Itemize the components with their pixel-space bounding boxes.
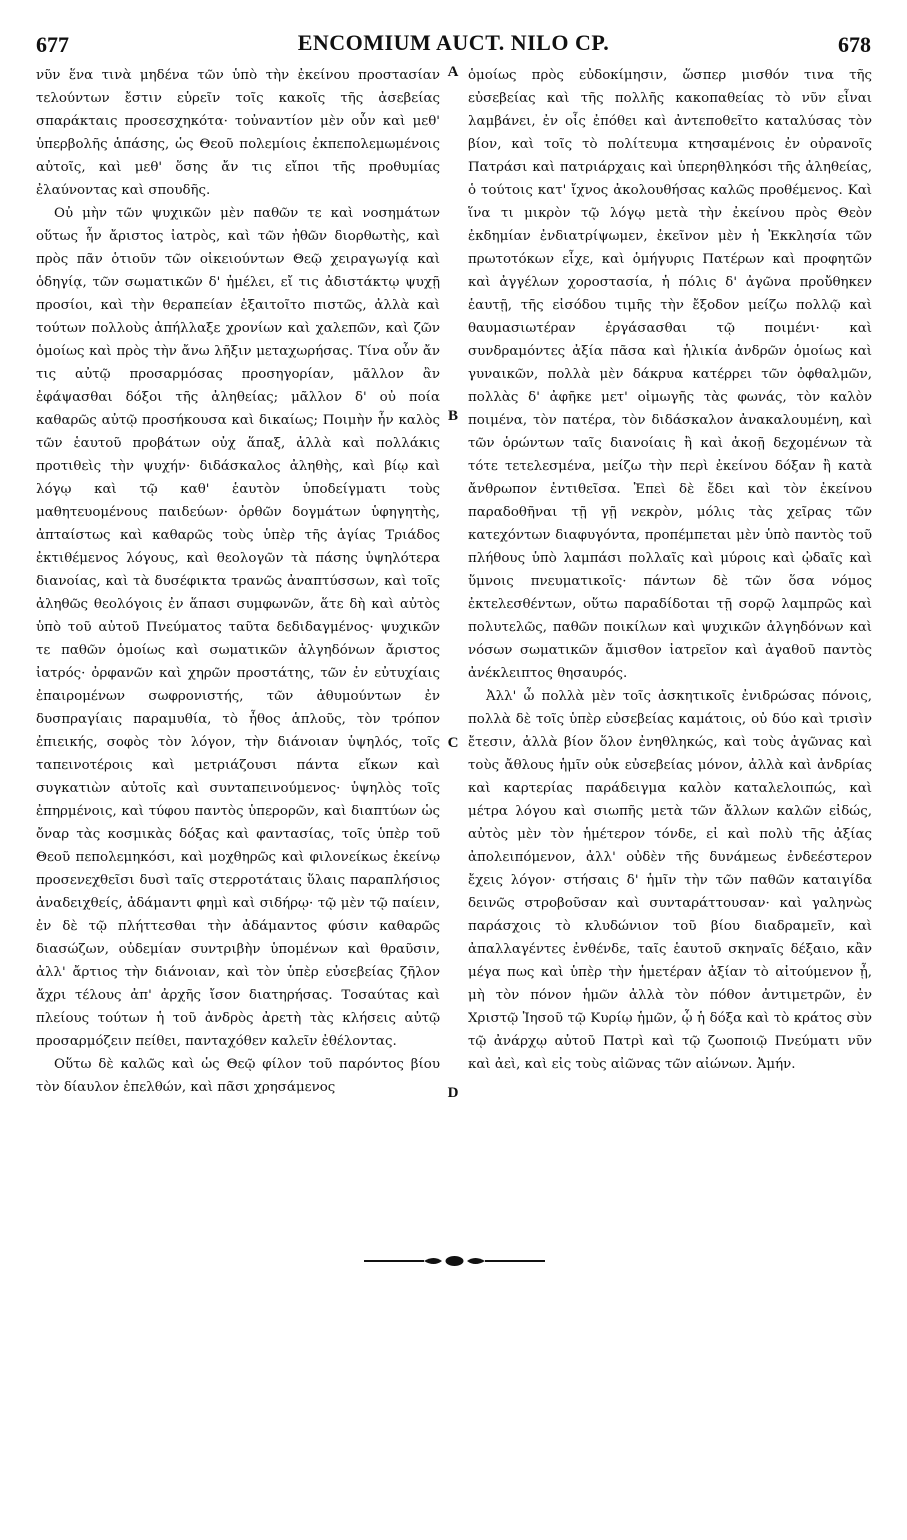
- right-column: [468, 64, 872, 1076]
- right-paragraph-1: ὁμοίως πρὸς εὐδοκίμησιν, ὥσπερ μισθόν τινα τῆς εὐσεβείας καὶ τῆς πολλῆς κακοπαθείας τὸ νῦν εἶναι λαμβάνει, ἐν οἷς ἐπόθει καὶ ἀντεποθεῖτο καταλύσας τὸν βίον, καὶ τοῖς τὸ πολίτευμα κτησαμένοις ἐν οὐρανοῖς Πατράσι καὶ πατριάρχαις καὶ ὑπερηθληκόσι τῆς ἀληθείας, ὁ τούτοις κατ' ἴχνος ἀκολουθήσας καλῶς προθέμενος. Καὶ ἵνα τι μικρὸν τῷ λόγῳ μετὰ τὴν ἐκείνου πρὸς Θεὸν ἐκδημίαν ἐνδιατρίψωμεν, ἐκεῖνον μὲν ἡ Ἐκκλησία τῶν πρωτοτόκων εἶχε, καὶ ὁμήγυρις Πατέρων καὶ προφητῶν καὶ ἀγγέλων χοροστασία, ἡ πόλις δ' ἀγῶνα προὔθηκεν ἑαυτῇ, τῆς εἰσόδου τιμῆς τὴν ἔξοδον μείζω πολλῷ καὶ θαυμασιωτέραν ἐργάσασθαι τῷ ποιμένι· καὶ συνδραμόντες ἀξία πᾶσα καὶ ἡλικία ἀνδρῶν ὁμοίως καὶ γυναικῶν, πολλὰ μὲν δάκρυα κατέρρει τῶν ὀφθαλμῶν, πολλὰς δ' ἀφῆκε μετ' οἰμωγῆς τὰς φωνάς, τὸν καλὸν ποιμένα, τὸν πατέρα, τὸν διδάσκαλον ἀνακαλουμένη, καὶ τῶν ὁρώντων ταῖς διανοίαις ἢ καὶ ἀκοῇ δεχομένων τὰ τότε τετελεσμένα, μείζω τὴν περὶ ἐκείνου δόξαν ἢ κατὰ ἄνθρωπον ἐντιθεῖσα. Ἐπεὶ δὲ ἔδει καὶ τὸν ἐκείνου παραδοθῆναι τῇ γῇ νεκρὸν, μόλις τὰς χεῖρας τῶν κατεχόντων διαφυγόντα, προπέμπεται μὲν ὑπὸ παντὸς τοῦ πλήθους ὑπὸ λαμπάσι πολλαῖς καὶ μύροις καὶ ᾠδαῖς καὶ ὕμνοις πνευματικοῖς· πάντων δὲ τῶν ὅσα νόμος ἐκτελεσθέντων, οὕτω παραδίδοται τῇ σορῷ λαμπρῶς καὶ πολυτελῶς, παθῶν ποικίλων καὶ ψυχικῶν ἀλγηδόνων καὶ νόσων σωματικῶν ἄμισθον ἰατρεῖον καὶ ἀγαθοῦ παντὸς ἀνέκλειπτος θησαυρός.: [468, 68, 872, 681]
- running-title: ENCOMIUM AUCT. NILO CP.: [297, 30, 610, 55]
- running-header: [36, 30, 871, 60]
- left-paragraph-1: νῦν ἕνα τινὰ μηδένα τῶν ὑπὸ τὴν ἐκείνου προστασίαν τελούντων ἔστιν εὑρεῖν τοῖς κακοῖς τῆς ἀσεβείας σπαράκταις προσεσχηκότα· τοὐναντίον μὲν οὖν καὶ μεθ' ὑπερβολῆς ἁπάσης, ὡς Θεοῦ πολεμίοις ἐκπεπολεμωμένοις αὐτοῖς, καὶ μεθ' ὅσης ἄν τις εἴποι τῆς προθυμίας ἐλαύνοντας καὶ σπουδῆς.: [36, 68, 440, 198]
- left-paragraph-2: Οὐ μὴν τῶν ψυχικῶν μὲν παθῶν τε καὶ νοσημάτων οὕτως ἦν ἄριστος ἰατρὸς, καὶ τῶν ἠθῶν διορθωτὴς, καὶ πρὸς πᾶν ὁτιοῦν τῶν οἰκειούντων Θεῷ χειραγωγίᾳ καὶ ὁδηγίᾳ, τῶν σωματικῶν δ' ἠμέλει, εἴ τις ἀδιστάκτῳ ψυχῇ προσίοι, καὶ τὴν θεραπείαν ἐξαιτοῖτο πιστῶς, ἀλλὰ καὶ τούτων πολλοὺς ἀπήλλαξε χρονίων καὶ χαλεπῶν, καὶ ζῶν ὁμοίως καὶ πρὸς τὴν ἄνω λῆξιν μεταχωρήσας. Τίνα οὖν ἄν τις αὐτῷ προσαρμόσας προσηγορίαν, μᾶλλον ἂν ἐφάψασθαι δόξοι τῆς ἀληθείας; μᾶλλον δ' οὐ ποία καθαρῶς αὐτῷ προσήκουσα καὶ δικαίως; Ποιμὴν ἦν καλὸς τῶν ἑαυτοῦ προβάτων οὐχ ἅπαξ, ἀλλὰ καὶ πολλάκις προτιθεὶς τὴν ψυχήν· διδάσκαλος ἀληθὴς, καὶ βίῳ καὶ λόγῳ καὶ τῷ καθ' ἑαυτὸν ὑποδείγματι τοὺς μαθητευομένους παιδεύων· ὀρθῶν δογμάτων ὑφηγητὴς, ἀπταίστως καὶ καθαρῶς τοὺς ὑπὲρ τῆς ἁγίας Τριάδος ἐκτιθέμενος λόγους, καὶ θεολογῶν τὰ πάσης ὑψηλότερα διανοίας, καὶ τὰ δυσέφικτα τρανῶς ἀναπτύσσων, καὶ τοῖς ἀληθῶς θεολόγοις ἐν ἅπασι συμφωνῶν, ἅτε δὴ καὶ αὐτὸς ὑπὸ τοῦ αὐτοῦ Πνεύματος ταῦτα δεδιδαγμένος· ψυχικῶν τε παθῶν ὁμοίως καὶ σωματικῶν ἀλγηδόνων ἄριστος ἰατρός· ὀρφανῶν καὶ χηρῶν προστάτης, τῶν ἐν εὐτυχίαις ἐπαιρομένων σωφρονιστής, τῶν ἀθυμούντων ἐν δυσπραγίαις παραμυθία, τὸ ἦθος ἁπλοῦς, τὸν τρόπον ἐπιεικής, σοφὸς τὸν λόγον, τὴν διάνοιαν ὑψηλός, τοῖς ταπεινοτέροις καὶ μετριάζουσι πάντα εἴκων καὶ συγκατιὼν αὐτοῖς καὶ συνταπεινούμενος· ὑψηλὸς τοῖς ἐπηρμένοις, καὶ τύφου παντὸς ὑπερορῶν, καὶ διαπτύων ὡς ὄναρ τὰς κοσμικὰς δόξας καὶ φαντασίας, τοῖς ὑπὲρ τοῦ Θεοῦ πεπολεμηκόσι, καὶ μοχθηρῶς καὶ φιλονείκως ἐκείνῳ προσενεχθεῖσι δυσὶ ταῖς στερροτάταις ὕλαις παραπλήσιος ἀναδειχθείς, ἀδάμαντι φημὶ καὶ σιδήρῳ· τῷ μὲν τῷ παίειν, ἐν δὲ τῷ πλήττεσθαι τὴν ἀδάμαντος φύσιν καθαρῶς διασώζων, οὐδεμίαν συντριβὴν ὑπομένων καὶ θραῦσιν, ἀλλ' ἄρτιος τὴν διάνοιαν, καὶ τὸν ὑπὲρ εὐσεβείας ζῆλον ἄχρι τέλους ἀπ' ἀρχῆς ἴσον διατηρήσας. Τοσαύτας καὶ πλείους τούτων ἡ τοῦ ἀνδρὸς ἀρετὴ τὰς κλήσεις αὐτῷ προσαρμόζειν πείθει, πανταχόθεν καλεῖν ἐθέλοντας.: [36, 206, 440, 1049]
- left-paragraph-3: Οὕτω δὲ καλῶς καὶ ὡς Θεῷ φίλον τοῦ παρόντος βίου τὸν δίαυλον ἐπελθών, καὶ πᾶσι χρησάμενος: [36, 1057, 440, 1095]
- ornamental-rule-icon: [362, 1253, 547, 1269]
- section-marker-b: B: [447, 408, 458, 424]
- page-number-right: 678: [838, 32, 871, 57]
- section-marker-c: C: [447, 735, 459, 751]
- page-number-left: 677: [36, 32, 69, 57]
- section-marker-d: D: [447, 1085, 459, 1101]
- right-paragraph-2: Ἀλλ' ὦ πολλὰ μὲν τοῖς ἀσκητικοῖς ἐνιδρώσας πόνοις, πολλὰ δὲ τοῖς ὑπὲρ εὐσεβείας καμάτοις, οὐ δύο καὶ τρισὶν ἔτεσιν, ἀλλὰ βίον ὅλον ἐνηθληκώς, καὶ τοὺς ἀγῶνας καὶ τοὺς ἄθλους ἡμῖν οὐκ εὐσεβείας μόνον, ἀλλὰ καὶ ἀνδρίας καὶ καρτερίας παράδειγμα καλὸν καταλελοιπώς, καὶ μέτρα λόγου καὶ σιωπῆς μετὰ τῶν ἄλλων καλῶν εἰδώς, αὐτὸς μὲν τὸν ἡμέτερον τόνδε, εἰ καὶ πολὺ τῆς ἀξίας ἀπολειπόμενον, ἀλλ' οὐδὲν τῆς δυνάμεως ἐνδεέστερον ἔχεις λόγον· στήσαις δ' ἡμῖν τὴν τῶν παθῶν καταιγίδα δεινῶς στροβοῦσαν καὶ συνταράττουσαν· καὶ γαληνὼς παράσχοις τὸ κλυδώνιον τοῦ βίου διαδραμεῖν, καὶ ἀπαλλαγέντες ἐνθένδε, ταῖς ἑαυτοῦ σκηναῖς δέξαιο, κἂν μέγα πως καὶ ὑπὲρ τὴν ἡμετέραν ἀξίαν τὸ αἰτούμενον ᾖ, μὴ τὸν πόνον ἡμῶν ἀλλὰ τὸν πόθον ἀντιμετρῶν, ἐν Χριστῷ Ἰησοῦ τῷ Κυρίῳ ἡμῶν, ᾧ ἡ δόξα καὶ τὸ κράτος σὺν τῷ ἀνάρχῳ αὐτοῦ Πατρὶ καὶ τῷ ζωοποιῷ Πνεύματι νῦν καὶ ἀεὶ, καὶ εἰς τοὺς αἰῶνας τῶν αἰώνων. Ἀμήν.: [468, 689, 872, 1072]
- section-marker-a: A: [447, 64, 459, 80]
- left-column: [36, 64, 440, 1099]
